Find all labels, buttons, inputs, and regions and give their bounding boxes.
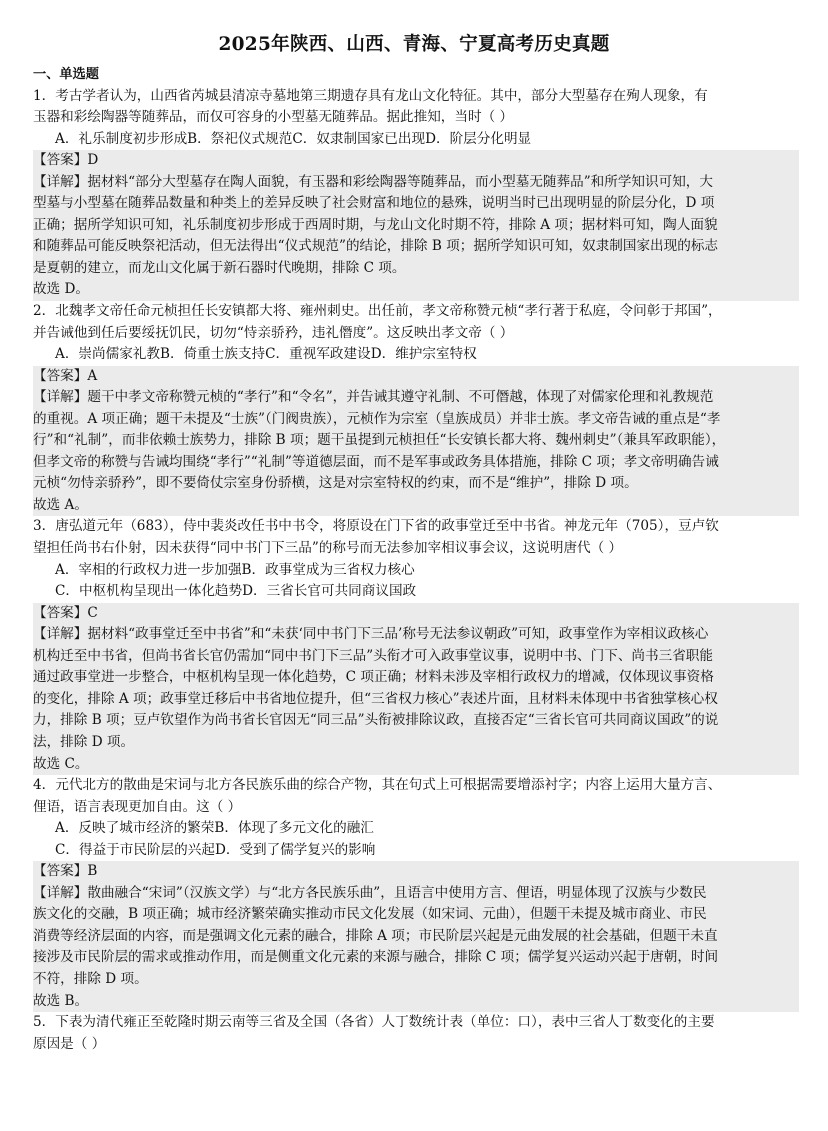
detail-line: 故选 C。 xyxy=(33,755,89,772)
question-stem-line: 俚语，语言表现更加自由。这（ ） xyxy=(33,798,242,815)
option-c: C．奴隶制国家已出现 xyxy=(292,130,426,147)
answer-tag: 【答案】 xyxy=(33,604,88,621)
answer-block xyxy=(33,366,799,517)
detail-line: 元桢“勿恃亲骄矜”，即不要倚仗宗室身份骄横，这是对宗室特权的约束，而不是“维护”，排除 D 项。 xyxy=(33,475,638,492)
option-c: C．重视军政建设 xyxy=(265,346,371,363)
detail-line: 是夏朝的建立，而龙山文化属于新石器时代晚期，排除 C 项。 xyxy=(33,259,406,276)
option-a: A．礼乐制度初步形成 xyxy=(55,130,188,147)
options-row xyxy=(33,840,799,862)
detail-tag: 【详解】 xyxy=(33,884,88,901)
answer-block xyxy=(33,150,799,301)
option-b: B．体现了多元文化的融汇 xyxy=(214,820,374,837)
options-row xyxy=(33,560,799,582)
detail-line: 【详解】据材料“政事堂迁至中书省”和“未获‘同中书门下三品’称号无法参议朝政”可知，政事堂作为宰相议政核心 xyxy=(33,626,709,643)
question-2 xyxy=(33,301,799,516)
answer-block xyxy=(33,861,799,1012)
detail-tag: 【详解】 xyxy=(33,626,88,643)
option-b: B．政事堂成为三省权力核心 xyxy=(241,561,415,578)
detail-line: 接涉及市民阶层的需求或推动作用，而是侧重文化元素的来源与融合，排除 C 项；儒学复兴运动兴起于唐朝，时间 xyxy=(33,949,719,966)
question-stem-line: 并告诫他到任后要绥抚饥民，切勿“恃亲骄矜，违礼僭度”。这反映出孝文帝（ ） xyxy=(33,324,514,341)
option-d: D．三省长官可共同商议国政 xyxy=(242,583,417,600)
detail-line: 消费等经济层面的内容，而是强调文化元素的融合，排除 A 项；市民阶层兴起是元曲发展的社会基础，但题干未直 xyxy=(33,927,718,944)
detail-line: 故选 A。 xyxy=(33,496,88,513)
question-1 xyxy=(33,86,799,301)
detail-line: 族文化的交融，B 项正确；城市经济繁荣确实推动市民文化发展（如宋词、元曲），但题干未提及城市商业、市民 xyxy=(33,906,707,923)
answer-value: C xyxy=(87,604,98,621)
answer-line xyxy=(33,366,799,388)
option-a: A．宰相的行政权力进一步加强 xyxy=(55,561,242,578)
option-d: D．维护宗室特权 xyxy=(370,346,477,363)
question-3 xyxy=(33,516,799,775)
option-a: A．反映了城市经济的繁荣 xyxy=(55,820,215,837)
answer-line xyxy=(33,603,799,625)
option-b: B．祭祀仪式规范 xyxy=(187,130,293,147)
detail-line: 型墓与小型墓在随葬品数量和种类上的差异反映了社会财富和地位的悬殊，说明当时已出现明显的阶层分化，D 项 xyxy=(33,195,715,212)
section-heading: 一、单选题 xyxy=(33,67,99,82)
options-row xyxy=(33,344,799,366)
detail-line: 正确；据所学知识可知，礼乐制度初步形成于西周时期，与龙山文化时期不符，排除 A 项；据材料可知，陶人面貌 xyxy=(33,216,718,233)
option-d: D．受到了儒学复兴的影响 xyxy=(214,841,376,858)
answer-tag: 【答案】 xyxy=(33,152,88,169)
detail-line: 故选 D。 xyxy=(33,281,90,298)
detail-tag: 【详解】 xyxy=(33,389,88,406)
answer-line xyxy=(33,150,799,172)
detail-line: 的重视。A 项正确；题干未提及“士族”（门阀贵族），元桢作为宗室（皇族成员）并非士族。孝文帝告诫的重点是“孝 xyxy=(33,410,721,427)
answer-value: B xyxy=(87,863,98,880)
answer-tag: 【答案】 xyxy=(33,863,88,880)
detail-line: 力，排除 B 项；豆卢钦望作为尚书省长官因无“同三品”头衔被排除议政，直接否定“三省长官可共同商议国政”的说 xyxy=(33,712,719,729)
detail-line: 通过政事堂进一步整合，中枢机构呈现一体化趋势，C 项正确；材料未涉及宰相行政权力的增减，仅体现议事资格 xyxy=(33,669,714,686)
option-c: C．得益于市民阶层的兴起 xyxy=(55,841,215,858)
answer-value: D xyxy=(87,152,99,169)
detail-line: 法，排除 D 项。 xyxy=(33,733,135,750)
question-5 xyxy=(33,1012,799,1055)
question-stem-line: 3．唐弘道元年（683），侍中裴炎改任书中书令，将原设在门下省的政事堂迁至中书省。神龙元年（705），豆卢钦 xyxy=(33,518,719,535)
question-stem-line: 2．北魏孝文帝任命元桢担任长安镇都大将、雍州刺史。出任前，孝文帝称赞元桢“孝行著于私庭，令问彰于邦国”， xyxy=(33,303,722,320)
detail-line: 机构迁至中书省，但尚书省长官仍需加“同中书门下三品”头衔才可入政事堂议事，说明中书、门下、尚书三省职能 xyxy=(33,647,713,664)
option-b: B．倚重士族支持 xyxy=(159,346,266,363)
options-row xyxy=(33,581,799,603)
option-c: C．中枢机构呈现出一体化趋势 xyxy=(55,583,243,600)
page-title: 2025年陕西、山西、青海、宁夏高考历史真题 xyxy=(218,34,610,55)
detail-line: 行”和“礼制”，而非依赖士族势力，排除 B 项；题干虽提到元桢担任“长安镇长都大将、魏州刺史”（兼具军政职能）， xyxy=(33,432,726,449)
answer-line xyxy=(33,861,799,883)
question-4 xyxy=(33,775,799,1012)
detail-line: 不符，排除 D 项。 xyxy=(33,970,148,987)
question-stem-line: 4．元代北方的散曲是宋词与北方各民族乐曲的综合产物，其在句式上可根据需要增添衬字；内容上运用大量方言、 xyxy=(33,777,722,794)
answer-block xyxy=(33,603,799,775)
options-row xyxy=(33,129,799,151)
detail-line: 和随葬品可能反映祭祀活动，但无法得出“仪式规范”的结论，排除 B 项；据所学知识可知，奴隶制国家出现的标志 xyxy=(33,238,719,255)
detail-line: 【详解】据材料“部分大型墓存在陶人面貌，有玉器和彩绘陶器等随葬品，而小型墓无随葬品”和所学知识可知，大 xyxy=(33,173,713,190)
detail-line: 【详解】散曲融合“宋词”（汉族文学）与“北方各民族乐曲”，且语言中使用方言、俚语，明显体现了汉族与少数民 xyxy=(33,884,707,901)
question-stem-line: 望担任尚书右仆射，因未获得“同中书门下三品”的称号而无法参加宰相议事会议，这说明唐代（ ） xyxy=(33,540,623,557)
answer-value: A xyxy=(87,367,98,384)
option-a: A．崇尚儒家礼教 xyxy=(55,346,160,363)
option-d: D．阶层分化明显 xyxy=(425,130,532,147)
question-stem-line: 5．下表为清代雍正至乾隆时期云南等三省及全国（各省）人丁数统计表（单位：口），表中三省人丁数变化的主要 xyxy=(33,1014,715,1031)
options-row xyxy=(33,818,799,840)
detail-line: 故选 B。 xyxy=(33,992,89,1009)
answer-tag: 【答案】 xyxy=(33,367,88,384)
detail-line: 但孝文帝的称赞与告诫均围绕“孝行”“礼制”等道德层面，而不是军事或政务具体措施，排除 C 项；孝文帝明确告诫 xyxy=(33,453,719,470)
content xyxy=(33,64,799,1055)
detail-line: 【详解】题干中孝文帝称赞元桢的“孝行”和“令名”，并告诫其遵守礼制、不可僭越，体现了对儒家伦理和礼教规范 xyxy=(33,389,714,406)
detail-line: 的变化，排除 A 项；政事堂迁移后中书省地位提升，但“三省权力核心”表述片面，且材料未体现中书省独掌核心权 xyxy=(33,690,718,707)
question-stem-line: 1．考古学者认为，山西省芮城县清凉寺墓地第三期遗存具有龙山文化特征。其中，部分大型墓存在殉人现象，有 xyxy=(33,87,708,104)
detail-tag: 【详解】 xyxy=(33,173,88,190)
question-stem-line: 原因是（ ） xyxy=(33,1035,106,1052)
question-stem-line: 玉器和彩绘陶器等随葬品，而仅可容身的小型墓无随葬品。据此推知，当时（ ） xyxy=(33,109,514,126)
